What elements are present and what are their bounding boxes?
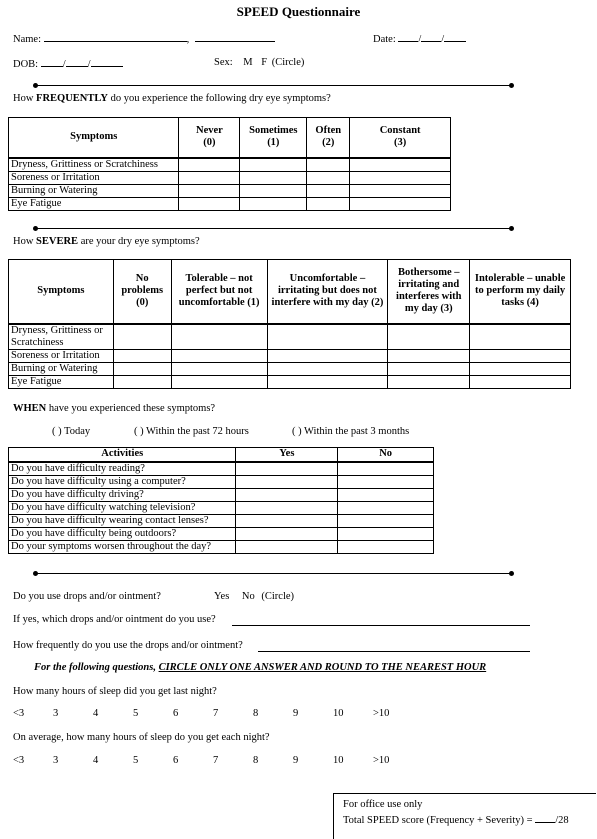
drops-which-question: [13, 614, 216, 625]
activity-label: Do you have difficulty driving?: [9, 488, 236, 501]
divider-dot: [33, 226, 38, 231]
table-row: [9, 462, 434, 476]
answer-cell[interactable]: [350, 158, 451, 172]
severity-table: [8, 259, 571, 389]
sleep-option[interactable]: 9: [293, 755, 299, 766]
section-divider: [35, 85, 512, 86]
yes-cell[interactable]: [236, 501, 338, 514]
question-text: are your dry eye symptoms?: [78, 236, 200, 247]
sleep-option[interactable]: 6: [173, 708, 179, 719]
symptom-label: Burning or Watering: [9, 362, 114, 375]
name-row: [13, 32, 275, 45]
severity-header-bothersome: Bothersome – irritating and interferes with my day (3): [388, 260, 470, 324]
sleep-option[interactable]: 7: [213, 755, 219, 766]
answer-cell[interactable]: [350, 197, 451, 210]
drops-frequency-question: [13, 640, 243, 651]
dob-month-field[interactable]: [41, 57, 63, 67]
answer-cell[interactable]: [350, 171, 451, 184]
when-option-today[interactable]: ( ) Today: [52, 426, 91, 437]
table-row: [9, 475, 434, 488]
sex-option-f[interactable]: F: [261, 57, 268, 68]
activity-label: Do you have difficulty being outdoors?: [9, 527, 236, 540]
sleep-option[interactable]: >10: [373, 755, 390, 766]
activity-label: Do your symptoms worsen throughout the day?: [9, 540, 236, 553]
answer-cell[interactable]: [179, 184, 240, 197]
sleep-average-options: [0, 755, 597, 769]
activity-label: Do you have difficulty using a computer?: [9, 475, 236, 488]
table-row: [9, 171, 451, 184]
frequency-table: [8, 117, 451, 211]
severity-header-symptoms: Symptoms: [9, 260, 114, 324]
sleep-option[interactable]: 4: [93, 708, 99, 719]
sex-circle-note: (Circle): [271, 57, 305, 68]
sleep-option[interactable]: 4: [93, 755, 99, 766]
answer-cell[interactable]: [171, 324, 267, 350]
question-text: If yes, which drops and/or ointment do you use?: [13, 614, 216, 625]
frequency-header-never: Never (0): [179, 118, 240, 158]
answer-cell[interactable]: [113, 362, 171, 375]
frequency-header-symptoms: Symptoms: [9, 118, 179, 158]
sleep-instructions: [34, 662, 486, 673]
when-question: [13, 403, 215, 414]
answer-cell[interactable]: [388, 375, 470, 388]
sleep-option[interactable]: 5: [133, 708, 139, 719]
answer-cell[interactable]: [350, 184, 451, 197]
drops-frequency-field[interactable]: [258, 642, 530, 652]
speed-score-row: [343, 813, 569, 826]
sleep-average-question: On average, how many hours of sleep do you get each night?: [13, 732, 270, 743]
date-slash: /: [418, 34, 422, 45]
severity-question: [13, 236, 200, 247]
answer-cell[interactable]: [470, 324, 571, 350]
date-row: [373, 32, 466, 45]
frequency-header-constant: Constant (3): [350, 118, 451, 158]
sleep-option[interactable]: <3: [13, 755, 25, 766]
sleep-option[interactable]: 8: [253, 755, 259, 766]
date-year-field[interactable]: [444, 32, 466, 42]
no-cell[interactable]: [338, 514, 434, 527]
table-row: [9, 184, 451, 197]
answer-cell[interactable]: [240, 158, 307, 172]
symptom-label: Dryness, Grittiness or Scratchiness: [9, 324, 114, 350]
dob-label: DOB:: [13, 59, 39, 70]
table-row: [9, 362, 571, 375]
speed-score-max: /28: [555, 815, 569, 826]
sleep-option[interactable]: 9: [293, 708, 299, 719]
office-use-label: For office use only: [343, 799, 423, 810]
table-row: [9, 527, 434, 540]
speed-score-field[interactable]: [535, 813, 555, 823]
dob-slash: /: [87, 59, 91, 70]
instruction-text: For the following questions,: [34, 662, 159, 673]
no-cell[interactable]: [338, 527, 434, 540]
no-cell[interactable]: [338, 488, 434, 501]
sleep-option[interactable]: 10: [333, 708, 344, 719]
answer-cell[interactable]: [470, 375, 571, 388]
answer-cell[interactable]: [171, 375, 267, 388]
sleep-option[interactable]: 3: [53, 755, 59, 766]
no-cell[interactable]: [338, 501, 434, 514]
answer-cell[interactable]: [307, 184, 350, 197]
section-divider: [35, 228, 512, 229]
yes-cell[interactable]: [236, 462, 338, 476]
answer-cell[interactable]: [113, 375, 171, 388]
date-label: Date:: [373, 34, 396, 45]
no-cell[interactable]: [338, 475, 434, 488]
answer-cell[interactable]: [240, 184, 307, 197]
divider-dot: [33, 83, 38, 88]
table-row: [9, 375, 571, 388]
dob-year-field[interactable]: [91, 57, 123, 67]
yes-cell[interactable]: [236, 527, 338, 540]
first-name-field[interactable]: [195, 32, 275, 42]
table-row: [9, 501, 434, 514]
table-row: [9, 197, 451, 210]
section-divider: [35, 573, 512, 574]
answer-cell[interactable]: [171, 349, 267, 362]
severity-header-no-problems: No problems (0): [113, 260, 171, 324]
when-option-72-hours[interactable]: ( ) Within the past 72 hours: [134, 426, 249, 437]
activity-label: Do you have difficulty wearing contact lenses?: [9, 514, 236, 527]
answer-cell[interactable]: [267, 324, 388, 350]
question-text: do you experience the following dry eye symptoms?: [108, 93, 331, 104]
symptom-label: Eye Fatigue: [9, 197, 179, 210]
sex-option-m[interactable]: M: [243, 57, 253, 68]
answer-cell[interactable]: [113, 324, 171, 350]
activities-header-row: [9, 448, 434, 462]
answer-cell[interactable]: [307, 197, 350, 210]
frequency-header-often: Often (2): [307, 118, 350, 158]
no-cell[interactable]: [338, 540, 434, 553]
symptom-label: Soreness or Irritation: [9, 171, 179, 184]
activity-label: Do you have difficulty reading?: [9, 462, 236, 476]
divider-dot: [509, 83, 514, 88]
frequency-header-sometimes: Sometimes (1): [240, 118, 307, 158]
answer-cell[interactable]: [388, 362, 470, 375]
yes-cell[interactable]: [236, 540, 338, 553]
activity-label: Do you have difficulty watching television?: [9, 501, 236, 514]
sleep-last-night-question: How many hours of sleep did you get last night?: [13, 686, 217, 697]
date-month-field[interactable]: [398, 32, 418, 42]
severity-header-intolerable: Intolerable – unable to perform my daily tasks (4): [470, 260, 571, 324]
page-title: SPEED Questionnaire: [236, 4, 361, 19]
sex-label: Sex:: [214, 57, 233, 68]
drops-circle-note: (Circle): [261, 591, 295, 602]
question-emphasis: SEVERE: [36, 236, 79, 247]
answer-cell[interactable]: [307, 171, 350, 184]
sleep-last-night-options: [0, 708, 597, 722]
sleep-option[interactable]: 3: [53, 708, 59, 719]
symptom-label: Eye Fatigue: [9, 375, 114, 388]
question-emphasis: FREQUENTLY: [36, 93, 109, 104]
office-use-box: [333, 793, 596, 839]
symptom-label: Soreness or Irritation: [9, 349, 114, 362]
table-row: [9, 540, 434, 553]
no-cell[interactable]: [338, 462, 434, 476]
question-text: have you experienced these symptoms?: [46, 403, 216, 414]
sleep-option[interactable]: 7: [213, 708, 219, 719]
dob-slash: /: [62, 59, 66, 70]
answer-cell[interactable]: [171, 362, 267, 375]
frequency-header-row: [9, 118, 451, 158]
answer-cell[interactable]: [267, 362, 388, 375]
answer-cell[interactable]: [179, 171, 240, 184]
answer-cell[interactable]: [113, 349, 171, 362]
frequency-question: [13, 93, 331, 104]
symptom-label: Dryness, Grittiness or Scratchiness: [9, 158, 179, 172]
table-row: [9, 514, 434, 527]
severity-header-uncomfortable: Uncomfortable – irritating but does not interfere with my day (2): [267, 260, 388, 324]
speed-score-label: Total SPEED score (Frequency + Severity) =: [343, 815, 536, 826]
activities-header: Activities: [9, 448, 236, 462]
drops-which-field[interactable]: [232, 616, 530, 626]
answer-cell[interactable]: [267, 375, 388, 388]
sleep-option[interactable]: <3: [13, 708, 25, 719]
answer-cell[interactable]: [179, 197, 240, 210]
answer-cell[interactable]: [388, 349, 470, 362]
sleep-option[interactable]: >10: [373, 708, 390, 719]
question-text: How: [13, 236, 37, 247]
table-row: [9, 488, 434, 501]
divider-dot: [509, 571, 514, 576]
instruction-emphasis: CIRCLE ONLY ONE ANSWER AND ROUND TO THE NEAREST HOUR: [158, 662, 487, 673]
answer-cell[interactable]: [179, 158, 240, 172]
question-text: How frequently do you use the drops and/or ointment?: [13, 640, 243, 651]
divider-dot: [33, 571, 38, 576]
name-separator: ,: [186, 34, 190, 45]
activities-table: [8, 447, 434, 554]
symptom-label: Burning or Watering: [9, 184, 179, 197]
sleep-option[interactable]: 6: [173, 755, 179, 766]
date-slash: /: [441, 34, 445, 45]
table-row: [9, 158, 451, 172]
drops-option-yes[interactable]: Yes: [214, 591, 230, 602]
name-label: Name:: [13, 34, 41, 45]
drops-option-no[interactable]: No: [241, 591, 255, 602]
divider-dot: [509, 226, 514, 231]
question-text: How: [13, 93, 37, 104]
yes-cell[interactable]: [236, 514, 338, 527]
dob-row: [13, 57, 123, 70]
activities-header-yes: Yes: [236, 448, 338, 462]
dob-day-field[interactable]: [66, 57, 88, 67]
date-day-field[interactable]: [421, 32, 441, 42]
answer-cell[interactable]: [240, 171, 307, 184]
sleep-option[interactable]: 10: [333, 755, 344, 766]
drops-answer-row: [214, 591, 294, 602]
answer-cell[interactable]: [267, 349, 388, 362]
severity-header-tolerable: Tolerable – not perfect but not uncomfortable (1): [171, 260, 267, 324]
table-row: [9, 349, 571, 362]
severity-header-row: [9, 260, 571, 324]
last-name-field[interactable]: [44, 32, 187, 42]
yes-cell[interactable]: [236, 488, 338, 501]
activities-header-no: No: [338, 448, 434, 462]
drops-question: Do you use drops and/or ointment?: [13, 591, 161, 602]
answer-cell[interactable]: [470, 349, 571, 362]
sleep-option[interactable]: 5: [133, 755, 139, 766]
sleep-option[interactable]: 8: [253, 708, 259, 719]
answer-cell[interactable]: [307, 158, 350, 172]
when-option-3-months[interactable]: ( ) Within the past 3 months: [292, 426, 410, 437]
answer-cell[interactable]: [388, 324, 470, 350]
yes-cell[interactable]: [236, 475, 338, 488]
sex-row: [214, 57, 304, 68]
table-row: [9, 324, 571, 350]
answer-cell[interactable]: [470, 362, 571, 375]
question-emphasis: WHEN: [13, 403, 47, 414]
answer-cell[interactable]: [240, 197, 307, 210]
